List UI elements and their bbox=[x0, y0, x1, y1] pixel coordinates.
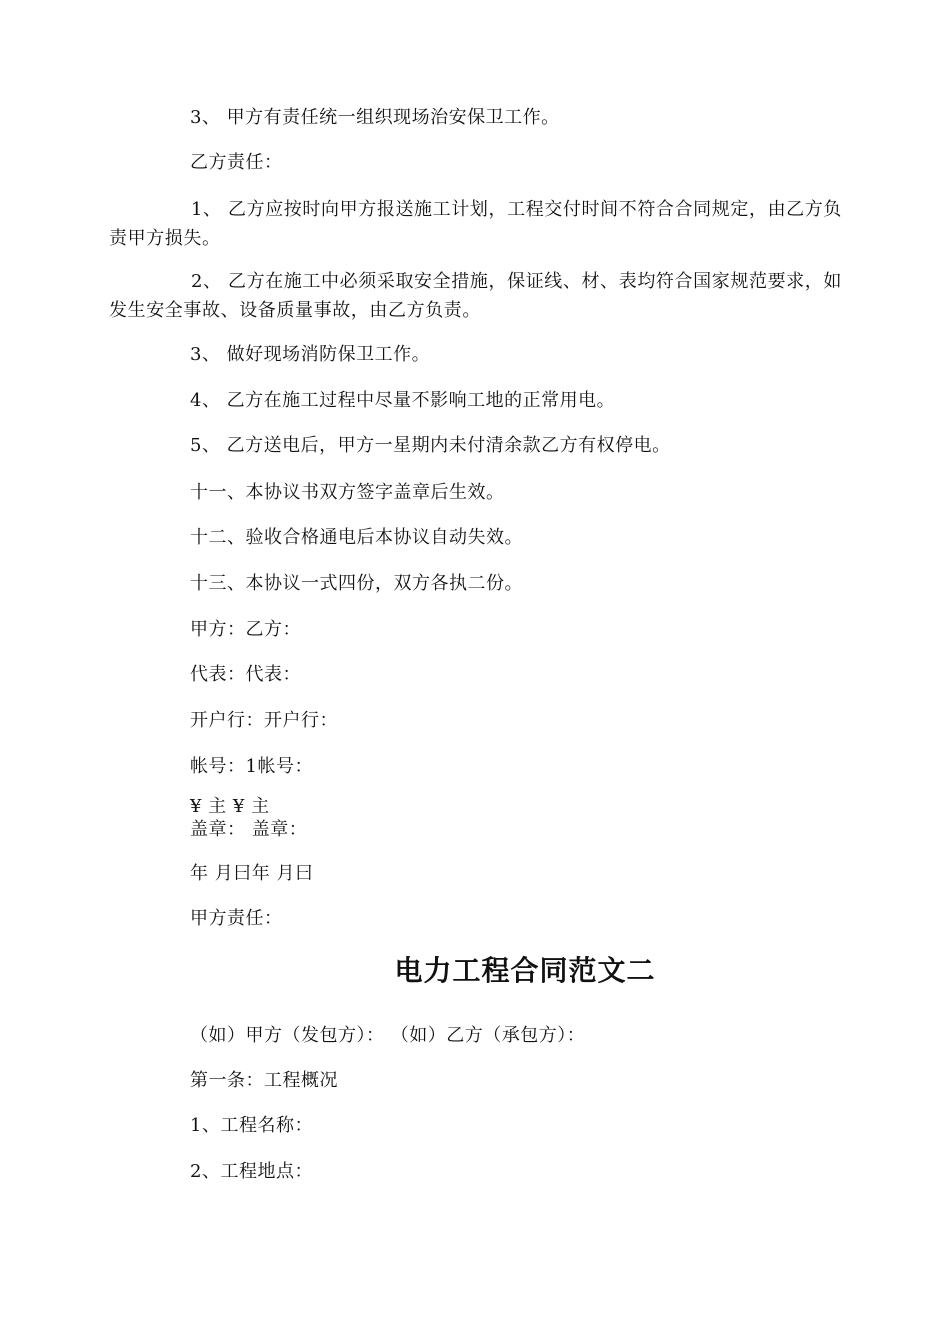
clause-thirteen: 十三、本协议一式四份，双方各执二份。 bbox=[190, 573, 523, 594]
clause-twelve: 十二、验收合格通电后本协议自动失效。 bbox=[190, 527, 523, 548]
paragraph-party-b-item-5: 5、 乙方送电后，甲方一星期内未付清余款乙方有权停电。 bbox=[190, 435, 671, 456]
heading-party-b-responsibility: 乙方责任： bbox=[190, 152, 283, 173]
section-title: 电力工程合同范文二 bbox=[394, 954, 656, 987]
clause-eleven: 十一、本协议书双方签字盖章后生效。 bbox=[190, 482, 505, 503]
contract-parties: （如）甲方（发包方）： （如）乙方（承包方）： bbox=[190, 1025, 586, 1046]
project-location-field: 2、工程地点： bbox=[190, 1161, 313, 1182]
signature-parties: 甲方：乙方： bbox=[190, 619, 301, 640]
paragraph-party-a-security: 3、 甲方有责任统一组织现场治安保卫工作。 bbox=[190, 107, 560, 128]
paragraph-party-b-item-1: 1、 乙方应按时向甲方报送施工计划，工程交付时间不符合合同规定，由乙方负责甲方损失。 bbox=[109, 199, 842, 249]
project-name-field: 1、工程名称： bbox=[190, 1115, 313, 1136]
signature-dates: 年 月曰年 月曰 bbox=[190, 863, 314, 884]
signature-stamp-symbols: ¥ 主 ¥ 主 bbox=[190, 796, 270, 817]
paragraph-party-b-item-2: 2、 乙方在施工中必须采取安全措施，保证线、材、表均符合国家规范要求，如发生安全事故、设备质量事故，由乙方负责。 bbox=[109, 271, 842, 321]
signature-stamp: 盖章： 盖章： bbox=[190, 819, 308, 840]
heading-party-a-responsibility: 甲方责任： bbox=[190, 908, 283, 929]
signature-bank: 开户行：开户行： bbox=[190, 710, 338, 731]
paragraph-party-b-item-3: 3、 做好现场消防保卫工作。 bbox=[190, 344, 431, 365]
article-one-heading: 第一条：工程概况 bbox=[190, 1070, 338, 1091]
signature-account: 帐号：1帐号： bbox=[190, 756, 313, 777]
paragraph-party-b-item-4: 4、 乙方在施工过程中尽量不影响工地的正常用电。 bbox=[190, 390, 616, 411]
signature-representatives: 代表：代表： bbox=[190, 664, 301, 685]
